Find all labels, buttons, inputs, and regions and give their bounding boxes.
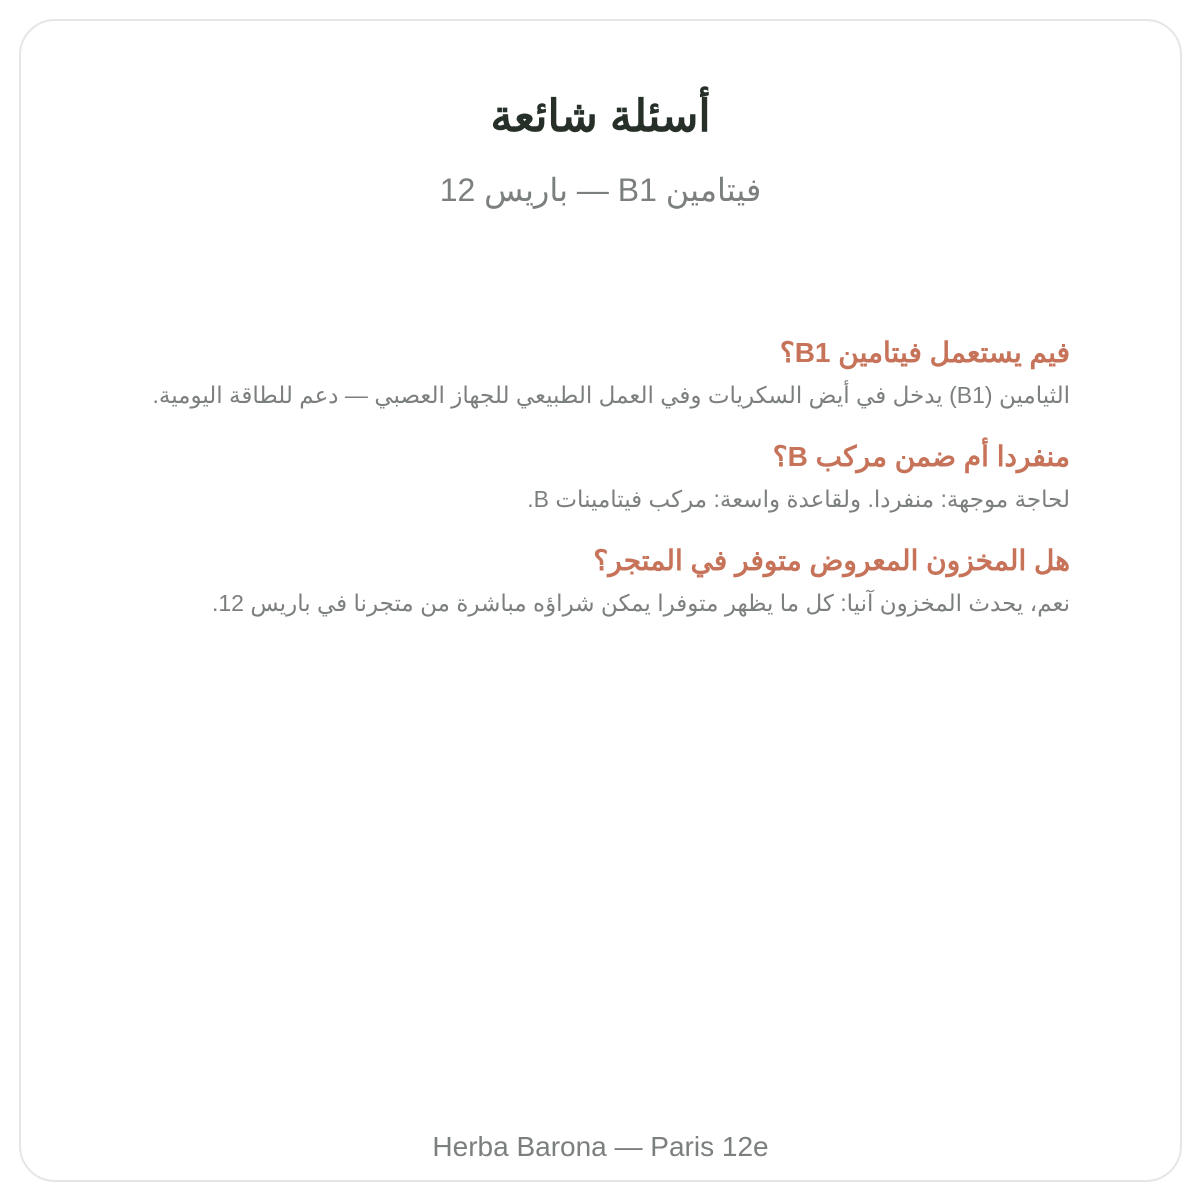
faq-question: فيم يستعمل فيتامين B1؟: [779, 337, 1070, 368]
faq-answer: نعم، يحدث المخزون آنيا: كل ما يظهر متوفرا يمكن شراؤه مباشرة من متجرنا في باريس 12.: [211, 590, 1070, 616]
faq-question: منفردا أم ضمن مركب B؟: [772, 441, 1070, 472]
faq-question: هل المخزون المعروض متوفر في المتجر؟: [593, 545, 1070, 576]
faq-list: [131, 331, 1070, 643]
page-title: أسئلة شائعة: [490, 92, 711, 141]
faq-card: [19, 19, 1182, 1182]
faq-item: [131, 539, 1070, 623]
page-subtitle: فيتامين B1 — باريس 12: [439, 172, 762, 208]
faq-answer: لحاجة موجهة: منفردا. ولقاعدة واسعة: مركب فيتامينات B.: [527, 486, 1070, 512]
faq-item: [131, 435, 1070, 519]
footer-brand: Herba Barona — Paris 12e: [432, 1131, 769, 1162]
faq-item: [131, 331, 1070, 415]
faq-answer: الثيامين (B1) يدخل في أيض السكريات وفي العمل الطبيعي للجهاز العصبي — دعم للطاقة اليومية.: [152, 382, 1070, 408]
